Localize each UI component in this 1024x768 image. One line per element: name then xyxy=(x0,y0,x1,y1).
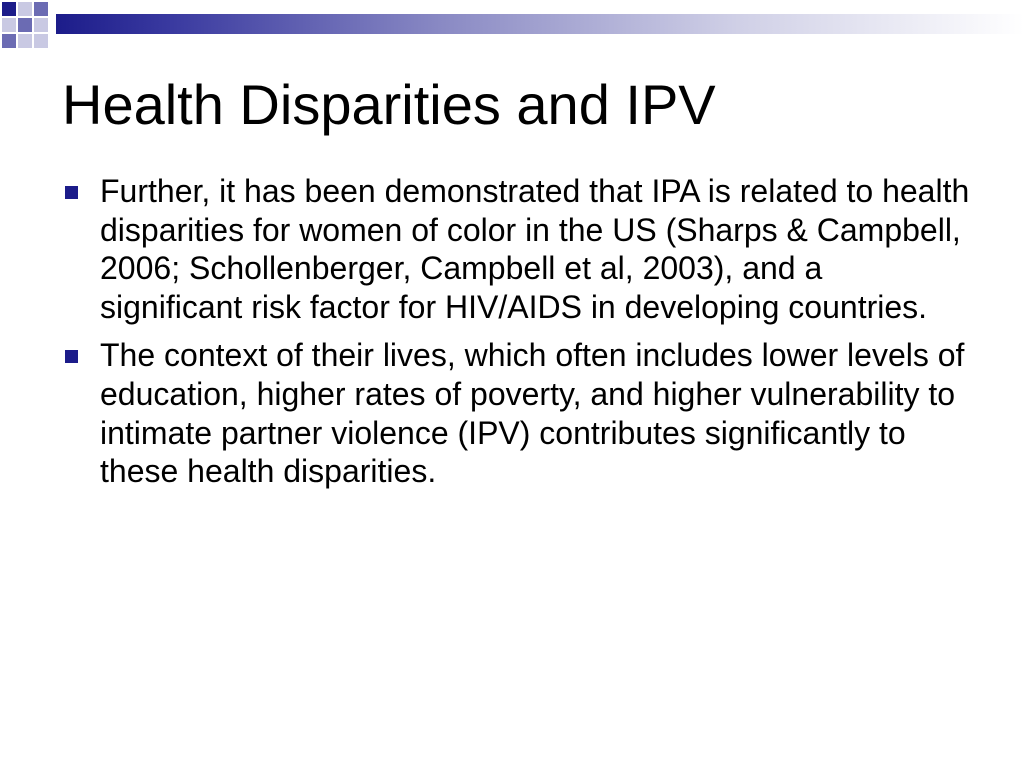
bullet-text: Further, it has been demonstrated that IPA is related to health disparities for women of color in the US (Sharps & Campbell, 2006; Schollenberger, Campbell et al, 2003), and a significant risk factor for HIV/AIDS in developing countries. xyxy=(100,173,970,325)
decor-square xyxy=(2,18,16,32)
decor-square xyxy=(34,34,48,48)
bullet-item xyxy=(62,172,972,326)
bullet-item xyxy=(62,336,972,490)
square-bullet-icon xyxy=(65,350,78,363)
decor-square xyxy=(18,18,32,32)
decor-square xyxy=(2,34,16,48)
decor-square xyxy=(2,2,16,16)
square-bullet-icon xyxy=(65,186,78,199)
decor-square xyxy=(18,2,32,16)
decor-square xyxy=(34,2,48,16)
bullet-text: The context of their lives, which often includes lower levels of education, higher rates of poverty, and higher vulnerability to intimate partner violence (IPV) contributes significantly to these health disparities. xyxy=(100,337,965,490)
header-gradient-band xyxy=(56,14,1024,34)
bullet-list xyxy=(62,172,972,501)
decor-square xyxy=(34,18,48,32)
decor-square xyxy=(18,34,32,48)
slide-title: Health Disparities and IPV xyxy=(62,73,716,136)
